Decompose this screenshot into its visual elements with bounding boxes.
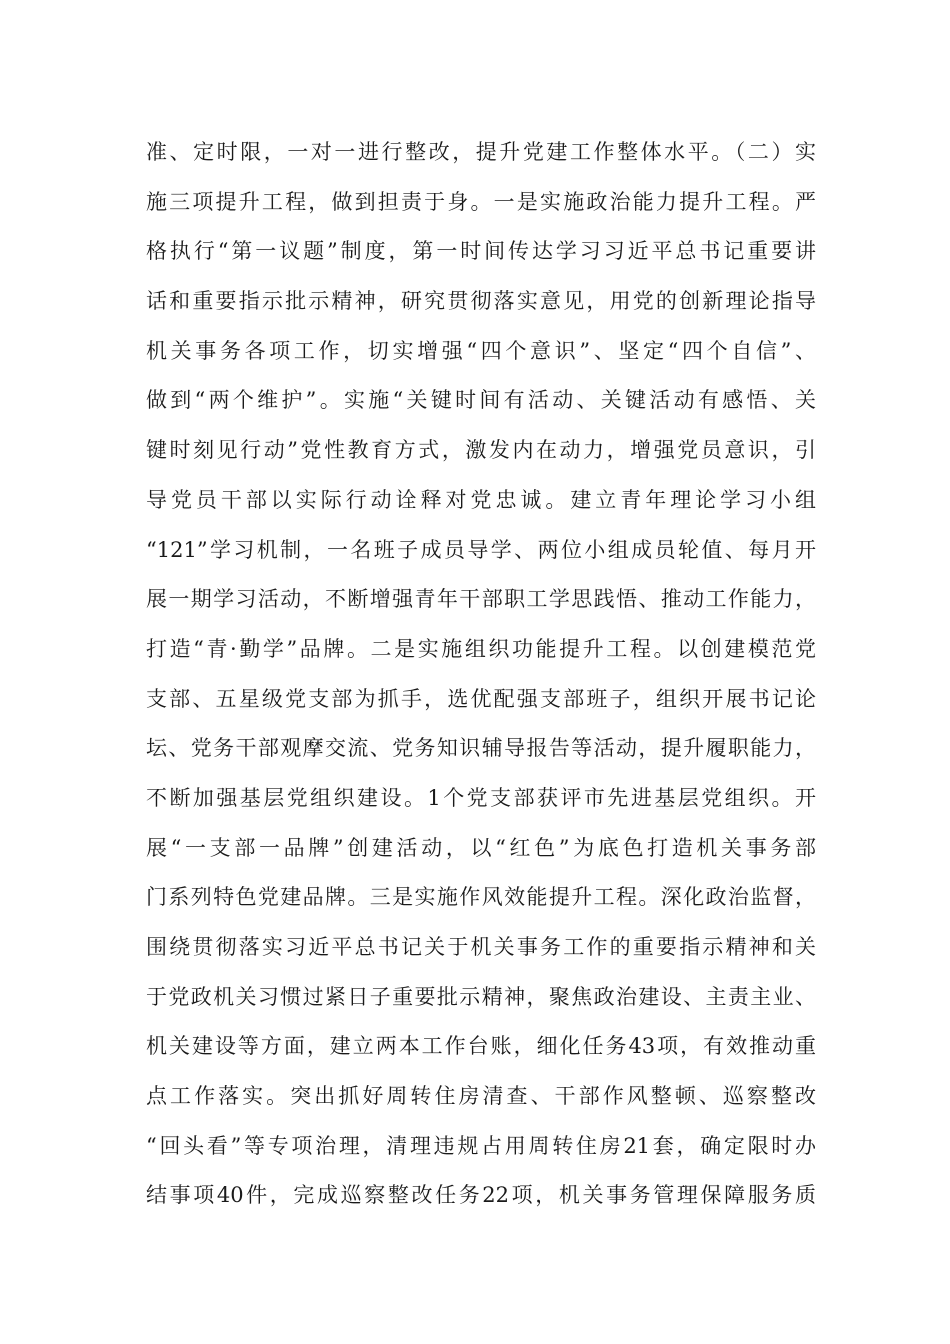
text-line: 结事项40件，完成巡察整改任务22项，机关事务管理保障服务质 [146,1183,816,1208]
text-line: 键时刻见行动”党性教育方式，激发内在动力，增强党员意识，引 [146,438,816,463]
text-line: “回头看”等专项治理，清理违规占用周转住房21套，确定限时办 [146,1133,816,1158]
text-line: 准、定时限，一对一进行整改，提升党建工作整体水平。（二）实 [146,140,816,164]
text-line: 导党员干部以实际行动诠释对党忠诚。建立青年理论学习小组 [146,487,816,512]
text-line: 点工作落实。突出抓好周转住房清查、干部作风整顿、巡察整改 [146,1084,816,1109]
body-paragraph [146,128,816,1221]
text-line: 不断加强基层党组织建设。1个党支部获评市先进基层党组织。开 [146,785,816,810]
text-line: 话和重要指示批示精神，研究贯彻落实意见，用党的创新理论指导 [146,289,816,314]
text-line: 机关建设等方面，建立两本工作台账，细化任务43项，有效推动重 [146,1034,816,1059]
text-line: 做到“两个维护”。实施“关键时间有活动、关键活动有感悟、关 [146,388,816,413]
text-line: 门系列特色党建品牌。三是实施作风效能提升工程。深化政治监督， [146,885,816,910]
text-line: 机关事务各项工作，切实增强“四个意识”、坚定“四个自信”、 [146,338,816,363]
text-line: 展“一支部一品牌”创建活动，以“红色”为底色打造机关事务部 [146,835,816,860]
text-line: 展一期学习活动，不断增强青年干部职工学思践悟、推动工作能力， [146,587,816,612]
text-line: 支部、五星级党支部为抓手，选优配强支部班子，组织开展书记论 [146,686,816,711]
text-line: 打造“青·勤学”品牌。二是实施组织功能提升工程。以创建模范党 [146,636,816,661]
text-line: 格执行“第一议题”制度，第一时间传达学习习近平总书记重要讲 [146,239,816,264]
text-line: 坛、党务干部观摩交流、党务知识辅导报告等活动，提升履职能力， [146,736,816,761]
text-line: 围绕贯彻落实习近平总书记关于机关事务工作的重要指示精神和关 [146,935,816,959]
text-line: 施三项提升工程，做到担责于身。一是实施政治能力提升工程。严 [146,189,816,214]
text-line: 于党政机关习惯过紧日子重要批示精神，聚焦政治建设、主责主业、 [146,984,816,1009]
text-line: “121”学习机制，一名班子成员导学、两位小组成员轮值、每月开 [146,537,816,562]
